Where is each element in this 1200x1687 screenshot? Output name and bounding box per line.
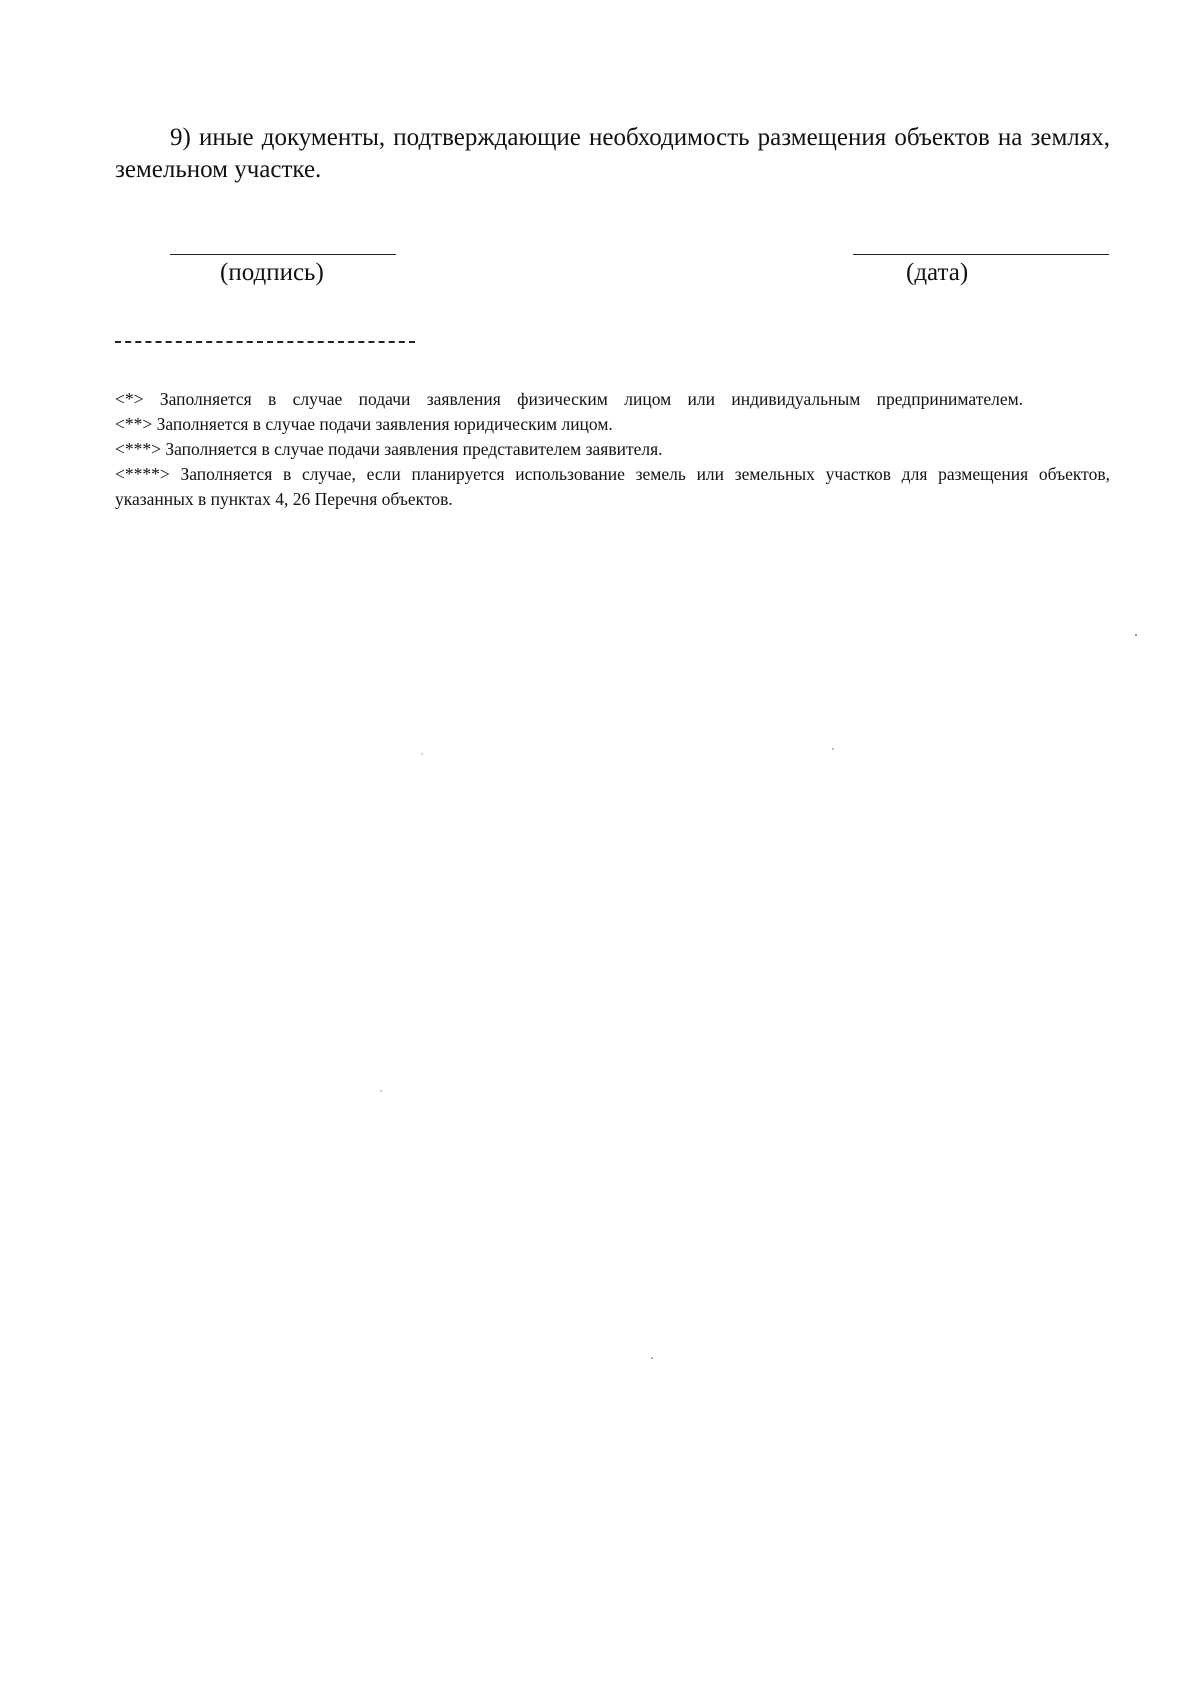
scan-speck — [380, 1090, 382, 1092]
document-item-9: 9) иные документы, подтверждающие необходимость размещения объектов на землях, земельном участке. — [115, 124, 1110, 183]
date-line — [853, 254, 1109, 255]
signature-line — [170, 254, 396, 255]
footnote-separator — [115, 341, 415, 343]
scan-speck — [421, 753, 423, 755]
footnote-3: <***> Заполняется в случае подачи заявления представителем заявителя. — [115, 439, 663, 459]
signature-caption: (подпись) — [220, 259, 324, 286]
footnote-2: <**> Заполняется в случае подачи заявления юридическим лицом. — [115, 414, 613, 434]
scan-speck — [1135, 634, 1137, 636]
scan-speck — [651, 1357, 653, 1359]
footnotes — [115, 387, 1110, 512]
date-caption: (дата) — [906, 259, 969, 286]
scan-speck — [832, 748, 834, 750]
footnote-1: <*> Заполняется в случае подачи заявления физическим лицом или индивидуальным предпринимателем. — [115, 389, 1024, 409]
footnote-4: <****> Заполняется в случае, если планируется использование земель или земельных участков для размещения объектов, указанных в пунктах 4, 26 Перечня объектов. — [115, 464, 1110, 509]
